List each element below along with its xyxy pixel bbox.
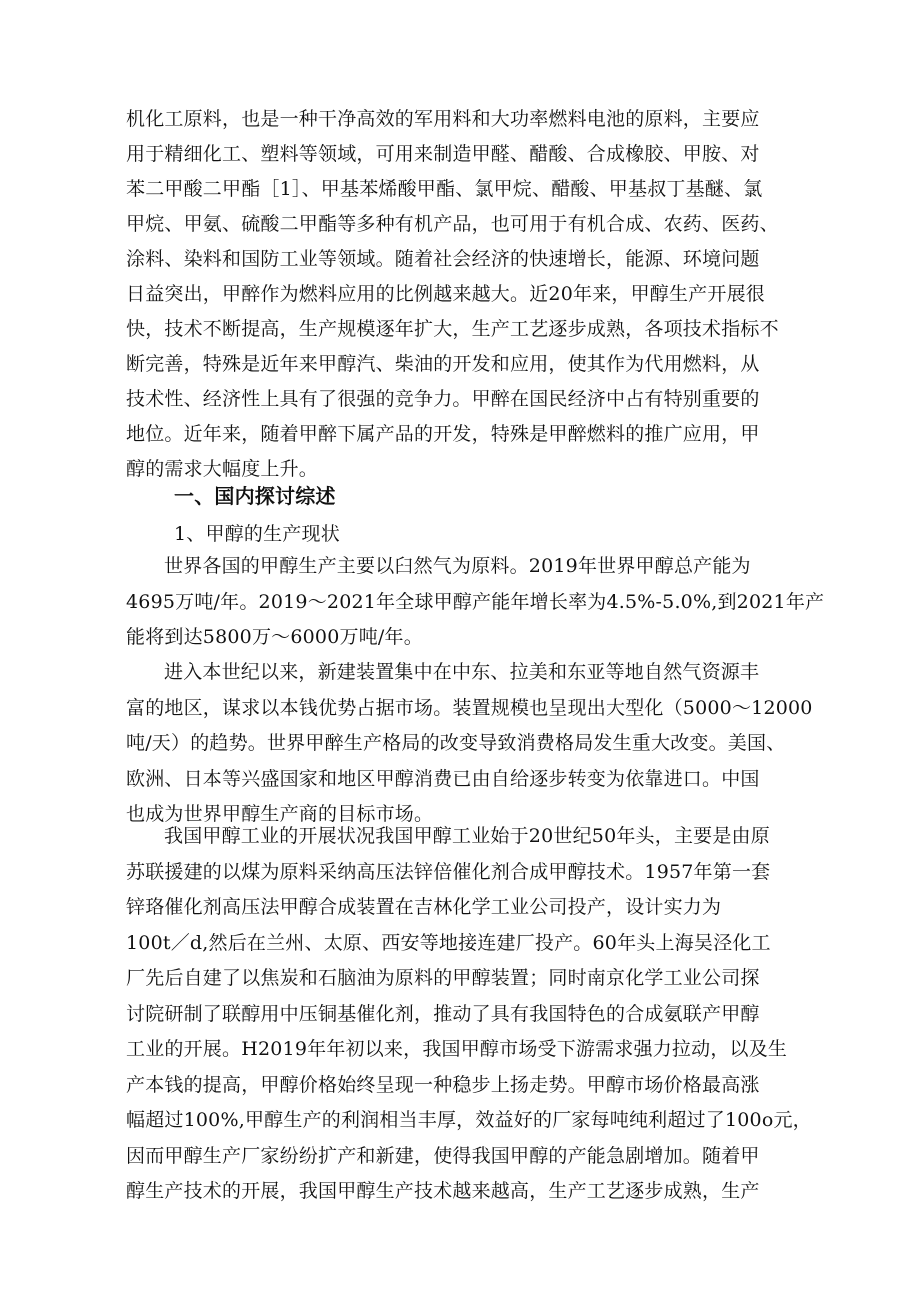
text-line: 醇的需求大幅度上升。 bbox=[126, 458, 319, 480]
text-line: 欧洲、日本等兴盛国家和地区甲醇消费已由自给逐步转变为依靠进口。中国 bbox=[126, 767, 760, 790]
text-line: 醇生产技术的开展，我国甲醇生产技术越来越高，生产工艺逐步成熟，生产 bbox=[126, 1180, 760, 1202]
text-line: 产本钱的提高，甲醇价格始终呈现一种稳步上扬走势。甲醇市场价格最高涨 bbox=[126, 1073, 760, 1096]
subsection-heading: 1、甲醇的生产现状 bbox=[174, 523, 340, 545]
text-line: 快，技术不断提高，生产规模逐年扩大，生产工艺逐步成熟，各项技术指标不 bbox=[126, 318, 779, 340]
text-line: 苯二甲酸二甲酯［1］、甲基苯烯酸甲酯、氯甲烷、醋酸、甲基叔丁基醚、氯 bbox=[126, 178, 763, 200]
text-line: 4695万吨/年。2019～2021年全球甲醇产能年增长率为4.5%-5.0%,到2021年产 bbox=[126, 590, 825, 613]
text-line: 因而甲醇生产厂家纷纷扩产和新建，使得我国甲醇的产能急剧增加。随着甲 bbox=[126, 1144, 760, 1167]
text-line: 甲烷、甲氨、硫酸二甲酯等多种有机产品，也可用于有机合成、农药、医药、 bbox=[126, 213, 779, 235]
text-line: 富的地区，谋求以本钱优势占据市场。装置规模也呈现出大型化（5000～12000 bbox=[126, 696, 813, 719]
text-line: 讨院研制了联醇用中压铜基催化剂，推动了具有我国特色的合成氨联产甲醇 bbox=[126, 1002, 760, 1025]
text-line: 也成为世界甲醇生产商的目标市场。 bbox=[126, 803, 434, 825]
text-line: 地位。近年来，随着甲醉下属产品的开发，特殊是甲醉燃料的推广应用，甲 bbox=[126, 423, 760, 445]
text-line: 锌珞催化剂高压法甲醇合成装置在吉林化学工业公司投产，设计实力为 bbox=[126, 896, 722, 918]
text-line: 涂料、染料和国防工业等领域。随着社会经济的快速增长，能源、环境问题 bbox=[126, 248, 760, 270]
text-line: 用于精细化工、塑料等领域，可用来制造甲醛、醋酸、合成橡胶、甲胺、对 bbox=[126, 143, 760, 165]
text-line: 进入本世纪以来，新建装置集中在中东、拉美和东亚等地自然气资源丰 bbox=[164, 661, 760, 683]
text-line: 世界各国的甲醇生产主要以臼然气为原料。2019年世界甲醇总产能为 bbox=[164, 555, 751, 577]
text-line: 日益突出，甲醉作为燃料应用的比例越来越大。近20年来，甲醇生产开展很 bbox=[126, 283, 765, 305]
section-heading: 一、国内探讨综述 bbox=[174, 484, 336, 508]
text-line: 吨/天）的趋势。世界甲醉生产格局的改变导致消费格局发生重大改变。美国、 bbox=[126, 732, 786, 754]
text-line: 断完善，特殊是近年来甲醇汽、柴油的开发和应用，使其作为代用燃料，从 bbox=[126, 353, 760, 375]
text-line: 能将到达5800万～6000万吨/年。 bbox=[126, 626, 423, 648]
text-line: 苏联援建的以煤为原料采纳高压法锌倍催化剂合成甲醇技术。1957年第一套 bbox=[126, 860, 771, 883]
text-line: 技术性、经济性上具有了很强的竞争力。甲醉在国民经济中占有特别重要的 bbox=[126, 388, 760, 410]
text-line: 幅超过100%,甲醇生产的利润相当丰厚，效益好的厂家每吨纯利超过了100o元， bbox=[126, 1109, 812, 1131]
text-line: 厂先后自建了以焦炭和石脑油为原料的甲醇装置；同时南京化学工业公司探 bbox=[126, 967, 760, 989]
text-line: 机化工原料，也是一种干净高效的军用料和大功率燃料电池的原料，主要应 bbox=[126, 108, 760, 130]
text-line: 我国甲醇工业的开展状况我国甲醇工业始于20世纪50年头，主要是由原 bbox=[164, 825, 770, 847]
text-line: 100t／d,然后在兰州、太原、西安等地接连建厂投产。60年头上海吴泾化工 bbox=[126, 931, 771, 954]
text-line: 工业的开展。H2019年年初以来，我国甲醇市场受下游需求强力拉动，以及生 bbox=[126, 1038, 788, 1060]
